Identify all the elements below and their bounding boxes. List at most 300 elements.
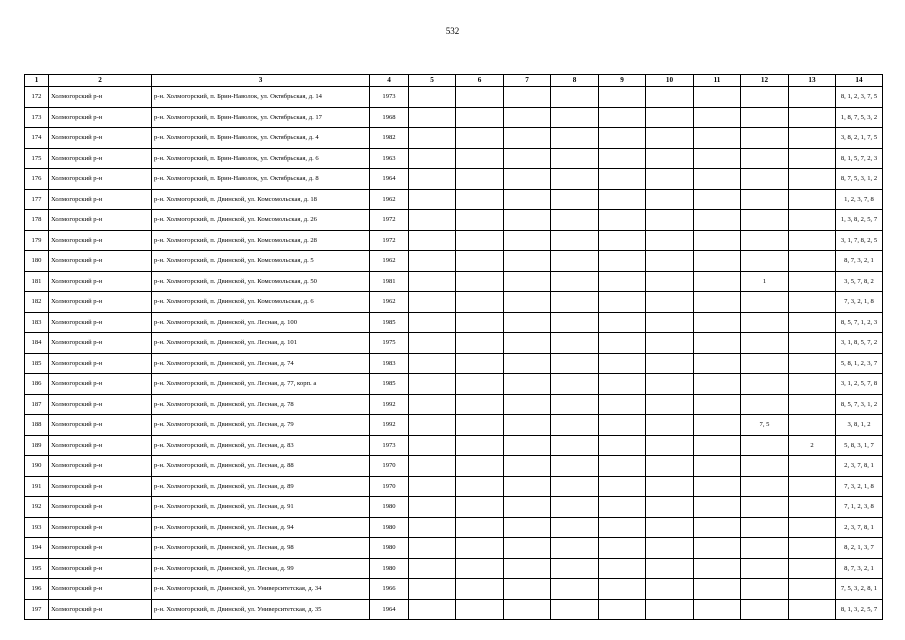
table-cell-col-8 [551, 435, 599, 456]
table-cell-col-5 [409, 394, 456, 415]
table-cell-col-8 [551, 517, 599, 538]
table-cell-col-2: Холмогорский р-н [49, 435, 152, 456]
table-cell-col-12 [741, 210, 789, 231]
page-number: 532 [445, 26, 460, 36]
table-cell-col-10 [646, 148, 694, 169]
table-cell-col-2: Холмогорский р-н [49, 538, 152, 559]
table-cell-col-1: 187 [25, 394, 49, 415]
table-cell-col-8 [551, 456, 599, 477]
table-cell-col-7 [504, 189, 551, 210]
table-cell-col-11 [694, 497, 741, 518]
table-cell-col-9 [599, 148, 646, 169]
table-cell-col-1: 196 [25, 579, 49, 600]
table-cell-col-5 [409, 230, 456, 251]
table-cell-col-14: 8, 1, 3, 2, 5, 7 [836, 599, 883, 620]
table-cell-col-5 [409, 476, 456, 497]
table-cell-col-9 [599, 599, 646, 620]
table-cell-col-2: Холмогорский р-н [49, 374, 152, 395]
table-cell-col-5 [409, 456, 456, 477]
table-cell-col-14: 8, 7, 3, 2, 1 [836, 251, 883, 272]
table-cell-col-13 [789, 538, 836, 559]
table-cell-col-6 [456, 251, 504, 272]
table-cell-col-4: 1975 [370, 333, 409, 354]
table-cell-col-1: 193 [25, 517, 49, 538]
table-cell-col-14: 1, 8, 7, 5, 3, 2 [836, 107, 883, 128]
table-cell-col-7 [504, 558, 551, 579]
table-cell-col-4: 1962 [370, 251, 409, 272]
table-cell-col-12 [741, 128, 789, 149]
table-cell-col-7 [504, 394, 551, 415]
table-cell-col-12 [741, 353, 789, 374]
table-cell-col-7 [504, 169, 551, 190]
table-cell-col-11 [694, 271, 741, 292]
table-cell-col-8 [551, 312, 599, 333]
table-cell-col-13 [789, 107, 836, 128]
table-cell-col-7 [504, 476, 551, 497]
table-cell-col-2: Холмогорский р-н [49, 148, 152, 169]
table-cell-col-5 [409, 517, 456, 538]
table-cell-col-7 [504, 107, 551, 128]
table-cell-col-12 [741, 394, 789, 415]
table-cell-col-13 [789, 169, 836, 190]
table-cell-col-9 [599, 353, 646, 374]
table-cell-col-10 [646, 353, 694, 374]
table-cell-col-1: 172 [25, 87, 49, 108]
table-cell-col-9 [599, 189, 646, 210]
table-cell-col-6 [456, 333, 504, 354]
table-cell-col-11 [694, 435, 741, 456]
table-row [25, 87, 883, 108]
table-cell-col-14: 8, 5, 7, 1, 2, 3 [836, 312, 883, 333]
table-cell-col-7 [504, 599, 551, 620]
table-cell-col-8 [551, 558, 599, 579]
table-cell-col-7 [504, 148, 551, 169]
table-cell-col-5 [409, 87, 456, 108]
table-cell-col-1: 178 [25, 210, 49, 231]
table-cell-col-6 [456, 210, 504, 231]
table-row [25, 558, 883, 579]
table-cell-col-7 [504, 210, 551, 231]
table-cell-col-4: 1964 [370, 599, 409, 620]
table-cell-col-13 [789, 148, 836, 169]
table-cell-col-6 [456, 271, 504, 292]
table-cell-col-1: 194 [25, 538, 49, 559]
table-cell-col-6 [456, 230, 504, 251]
table-cell-col-14: 7, 1, 2, 3, 8 [836, 497, 883, 518]
table-cell-col-5 [409, 435, 456, 456]
table-cell-col-4: 1980 [370, 558, 409, 579]
table-cell-col-6 [456, 476, 504, 497]
table-row [25, 435, 883, 456]
table-cell-col-10 [646, 312, 694, 333]
table-row [25, 353, 883, 374]
table-cell-col-11 [694, 599, 741, 620]
table-cell-col-11 [694, 230, 741, 251]
table-cell-col-1: 191 [25, 476, 49, 497]
table-cell-col-1: 173 [25, 107, 49, 128]
table-cell-col-12 [741, 517, 789, 538]
table-cell-col-13 [789, 271, 836, 292]
column-header-4: 4 [370, 75, 409, 87]
table-cell-col-12 [741, 497, 789, 518]
table-row [25, 128, 883, 149]
table-cell-col-4: 1980 [370, 497, 409, 518]
table-cell-col-10 [646, 599, 694, 620]
table-cell-col-2: Холмогорский р-н [49, 456, 152, 477]
column-header-9: 9 [599, 75, 646, 87]
table-cell-col-14: 8, 7, 3, 2, 1 [836, 558, 883, 579]
table-row [25, 333, 883, 354]
table-cell-col-2: Холмогорский р-н [49, 87, 152, 108]
table-cell-col-8 [551, 128, 599, 149]
table-cell-col-3: р-н. Холмогорский, п. Двинской, ул. Лесная, д. 88 [152, 456, 370, 477]
table-cell-col-1: 188 [25, 415, 49, 436]
table-cell-col-2: Холмогорский р-н [49, 394, 152, 415]
table-cell-col-6 [456, 456, 504, 477]
table-cell-col-9 [599, 210, 646, 231]
table-cell-col-14: 8, 1, 5, 7, 2, 3 [836, 148, 883, 169]
table-cell-col-8 [551, 538, 599, 559]
table-cell-col-8 [551, 374, 599, 395]
header-row [25, 75, 883, 87]
table-cell-col-6 [456, 189, 504, 210]
table-cell-col-5 [409, 558, 456, 579]
table-cell-col-10 [646, 128, 694, 149]
table-cell-col-12 [741, 169, 789, 190]
table-cell-col-10 [646, 579, 694, 600]
table-cell-col-3: р-н. Холмогорский, п. Двинской, ул. Лесная, д. 91 [152, 497, 370, 518]
table-cell-col-3: р-н. Холмогорский, п. Двинской, ул. Лесная, д. 74 [152, 353, 370, 374]
table-cell-col-11 [694, 292, 741, 313]
table-cell-col-11 [694, 312, 741, 333]
table-cell-col-4: 1992 [370, 415, 409, 436]
table-cell-col-9 [599, 312, 646, 333]
table-cell-col-6 [456, 353, 504, 374]
table-cell-col-8 [551, 292, 599, 313]
table-row [25, 312, 883, 333]
table-cell-col-11 [694, 538, 741, 559]
table-cell-col-6 [456, 538, 504, 559]
table-cell-col-1: 177 [25, 189, 49, 210]
table-cell-col-5 [409, 312, 456, 333]
table-cell-col-4: 1962 [370, 292, 409, 313]
table-cell-col-5 [409, 599, 456, 620]
table-cell-col-5 [409, 251, 456, 272]
table-cell-col-4: 1973 [370, 87, 409, 108]
table-cell-col-1: 179 [25, 230, 49, 251]
table-cell-col-10 [646, 251, 694, 272]
table-cell-col-11 [694, 210, 741, 231]
table-cell-col-4: 1980 [370, 538, 409, 559]
table-cell-col-6 [456, 394, 504, 415]
column-header-11: 11 [694, 75, 741, 87]
column-header-14: 14 [836, 75, 883, 87]
column-header-2: 2 [49, 75, 152, 87]
table-cell-col-2: Холмогорский р-н [49, 251, 152, 272]
table-cell-col-1: 185 [25, 353, 49, 374]
table-cell-col-4: 1983 [370, 353, 409, 374]
column-header-12: 12 [741, 75, 789, 87]
table-cell-col-11 [694, 353, 741, 374]
table-cell-col-1: 174 [25, 128, 49, 149]
table-cell-col-3: р-н. Холмогорский, п. Двинской, ул. Университетская, д. 35 [152, 599, 370, 620]
table-cell-col-7 [504, 333, 551, 354]
table-cell-col-5 [409, 333, 456, 354]
table-cell-col-3: р-н. Холмогорский, п. Двинской, ул. Комсомольская, д. 28 [152, 230, 370, 251]
table-cell-col-12 [741, 251, 789, 272]
table-cell-col-10 [646, 107, 694, 128]
table-row [25, 271, 883, 292]
table-row [25, 107, 883, 128]
table-cell-col-3: р-н. Холмогорский, п. Брин-Наволок, ул. Октябрьская, д. 8 [152, 169, 370, 190]
table-cell-col-11 [694, 128, 741, 149]
table-cell-col-6 [456, 148, 504, 169]
table-cell-col-3: р-н. Холмогорский, п. Двинской, ул. Лесная, д. 83 [152, 435, 370, 456]
table-cell-col-10 [646, 189, 694, 210]
table-cell-col-11 [694, 456, 741, 477]
table-cell-col-11 [694, 394, 741, 415]
column-header-5: 5 [409, 75, 456, 87]
table-cell-col-9 [599, 435, 646, 456]
table-cell-col-2: Холмогорский р-н [49, 476, 152, 497]
table-cell-col-9 [599, 476, 646, 497]
table-cell-col-6 [456, 579, 504, 600]
table-cell-col-14: 3, 8, 2, 1, 7, 5 [836, 128, 883, 149]
table-cell-col-14: 8, 7, 5, 3, 1, 2 [836, 169, 883, 190]
table-cell-col-7 [504, 230, 551, 251]
table-cell-col-10 [646, 292, 694, 313]
table-cell-col-4: 1985 [370, 312, 409, 333]
table-cell-col-1: 176 [25, 169, 49, 190]
table-cell-col-12 [741, 333, 789, 354]
table-cell-col-13 [789, 189, 836, 210]
table-cell-col-9 [599, 497, 646, 518]
table-cell-col-14: 8, 1, 2, 3, 7, 5 [836, 87, 883, 108]
table-cell-col-7 [504, 271, 551, 292]
table-cell-col-14: 7, 3, 2, 1, 8 [836, 292, 883, 313]
table-cell-col-12 [741, 476, 789, 497]
table-cell-col-1: 195 [25, 558, 49, 579]
table-cell-col-10 [646, 476, 694, 497]
table-cell-col-10 [646, 435, 694, 456]
table-cell-col-3: р-н. Холмогорский, п. Двинской, ул. Лесная, д. 78 [152, 394, 370, 415]
table-cell-col-10 [646, 394, 694, 415]
table-cell-col-4: 1972 [370, 230, 409, 251]
table-row [25, 374, 883, 395]
table-cell-col-13 [789, 374, 836, 395]
table-row [25, 476, 883, 497]
table-cell-col-3: р-н. Холмогорский, п. Двинской, ул. Лесная, д. 89 [152, 476, 370, 497]
table-cell-col-13 [789, 230, 836, 251]
table-cell-col-2: Холмогорский р-н [49, 497, 152, 518]
table-cell-col-6 [456, 107, 504, 128]
table-cell-col-13 [789, 312, 836, 333]
column-header-1: 1 [25, 75, 49, 87]
table-cell-col-9 [599, 271, 646, 292]
table-cell-col-12 [741, 312, 789, 333]
table-row [25, 230, 883, 251]
table-row [25, 169, 883, 190]
table-cell-col-14: 3, 1, 8, 5, 7, 2 [836, 333, 883, 354]
table-cell-col-7 [504, 517, 551, 538]
table-row [25, 189, 883, 210]
table-cell-col-11 [694, 476, 741, 497]
table-cell-col-5 [409, 374, 456, 395]
table-cell-col-1: 197 [25, 599, 49, 620]
table-cell-col-13 [789, 87, 836, 108]
table-cell-col-7 [504, 435, 551, 456]
table-cell-col-2: Холмогорский р-н [49, 333, 152, 354]
table-cell-col-1: 184 [25, 333, 49, 354]
table-cell-col-12 [741, 107, 789, 128]
table-cell-col-3: р-н. Холмогорский, п. Брин-Наволок, ул. Октябрьская, д. 14 [152, 87, 370, 108]
table-cell-col-4: 1962 [370, 189, 409, 210]
table-cell-col-5 [409, 579, 456, 600]
table-cell-col-12 [741, 456, 789, 477]
table-body [25, 87, 883, 620]
table-row [25, 517, 883, 538]
table-cell-col-8 [551, 169, 599, 190]
table-cell-col-14: 8, 2, 1, 3, 7 [836, 538, 883, 559]
table-cell-col-4: 1970 [370, 476, 409, 497]
table-cell-col-9 [599, 374, 646, 395]
table-cell-col-11 [694, 333, 741, 354]
table-row [25, 148, 883, 169]
table-cell-col-11 [694, 579, 741, 600]
table-cell-col-9 [599, 558, 646, 579]
table-cell-col-5 [409, 169, 456, 190]
table-cell-col-6 [456, 558, 504, 579]
table-cell-col-2: Холмогорский р-н [49, 271, 152, 292]
table-cell-col-13 [789, 456, 836, 477]
table-cell-col-8 [551, 394, 599, 415]
table-cell-col-6 [456, 497, 504, 518]
table-cell-col-3: р-н. Холмогорский, п. Брин-Наволок, ул. Октябрьская, д. 4 [152, 128, 370, 149]
table-cell-col-2: Холмогорский р-н [49, 210, 152, 231]
table-cell-col-13 [789, 251, 836, 272]
table-cell-col-9 [599, 333, 646, 354]
table-cell-col-13 [789, 497, 836, 518]
table-cell-col-14: 1, 2, 3, 7, 8 [836, 189, 883, 210]
table-cell-col-8 [551, 251, 599, 272]
column-header-6: 6 [456, 75, 504, 87]
table-cell-col-14: 2, 3, 7, 8, 1 [836, 517, 883, 538]
table-cell-col-2: Холмогорский р-н [49, 517, 152, 538]
table-cell-col-1: 175 [25, 148, 49, 169]
column-header-8: 8 [551, 75, 599, 87]
table-cell-col-9 [599, 128, 646, 149]
table-cell-col-4: 1992 [370, 394, 409, 415]
table-cell-col-9 [599, 87, 646, 108]
table-cell-col-3: р-н. Холмогорский, п. Двинской, ул. Лесная, д. 100 [152, 312, 370, 333]
table-cell-col-11 [694, 189, 741, 210]
table-cell-col-6 [456, 415, 504, 436]
table-cell-col-5 [409, 538, 456, 559]
column-header-7: 7 [504, 75, 551, 87]
table-cell-col-7 [504, 456, 551, 477]
table-cell-col-12 [741, 435, 789, 456]
register-table [24, 74, 883, 620]
table-cell-col-7 [504, 579, 551, 600]
table-cell-col-8 [551, 415, 599, 436]
table-cell-col-6 [456, 292, 504, 313]
table-row [25, 251, 883, 272]
table-cell-col-13 [789, 292, 836, 313]
table-cell-col-8 [551, 333, 599, 354]
table-cell-col-5 [409, 148, 456, 169]
table-cell-col-5 [409, 292, 456, 313]
table-cell-col-11 [694, 251, 741, 272]
table-cell-col-3: р-н. Холмогорский, п. Двинской, ул. Лесная, д. 79 [152, 415, 370, 436]
table-row [25, 292, 883, 313]
table-row [25, 579, 883, 600]
table-cell-col-12 [741, 87, 789, 108]
table-cell-col-10 [646, 210, 694, 231]
table-cell-col-1: 189 [25, 435, 49, 456]
table-cell-col-4: 1972 [370, 210, 409, 231]
table-cell-col-9 [599, 107, 646, 128]
table-cell-col-12 [741, 558, 789, 579]
table-cell-col-2: Холмогорский р-н [49, 169, 152, 190]
table-cell-col-13 [789, 599, 836, 620]
table-cell-col-3: р-н. Холмогорский, п. Двинской, ул. Комсомольская, д. 6 [152, 292, 370, 313]
table-cell-col-4: 1973 [370, 435, 409, 456]
table-cell-col-6 [456, 128, 504, 149]
table-cell-col-10 [646, 169, 694, 190]
table-cell-col-4: 1970 [370, 456, 409, 477]
table-cell-col-6 [456, 374, 504, 395]
table-cell-col-2: Холмогорский р-н [49, 107, 152, 128]
table-cell-col-10 [646, 538, 694, 559]
table-cell-col-1: 180 [25, 251, 49, 272]
table-cell-col-4: 1980 [370, 517, 409, 538]
table-cell-col-7 [504, 251, 551, 272]
table-cell-col-2: Холмогорский р-н [49, 128, 152, 149]
table-cell-col-5 [409, 353, 456, 374]
table-cell-col-10 [646, 87, 694, 108]
table-cell-col-3: р-н. Холмогорский, п. Двинской, ул. Комсомольская, д. 26 [152, 210, 370, 231]
table-cell-col-5 [409, 210, 456, 231]
table-cell-col-2: Холмогорский р-н [49, 579, 152, 600]
table-cell-col-8 [551, 107, 599, 128]
table-cell-col-6 [456, 169, 504, 190]
table-cell-col-3: р-н. Холмогорский, п. Брин-Наволок, ул. Октябрьская, д. 17 [152, 107, 370, 128]
table-cell-col-9 [599, 538, 646, 559]
table-cell-col-12 [741, 579, 789, 600]
table-cell-col-14: 1, 3, 8, 2, 5, 7 [836, 210, 883, 231]
table-cell-col-8 [551, 599, 599, 620]
table-cell-col-3: р-н. Холмогорский, п. Двинской, ул. Лесная, д. 99 [152, 558, 370, 579]
table-cell-col-8 [551, 353, 599, 374]
table-cell-col-7 [504, 538, 551, 559]
table-cell-col-2: Холмогорский р-н [49, 312, 152, 333]
table-cell-col-10 [646, 374, 694, 395]
table-cell-col-3: р-н. Холмогорский, п. Двинской, ул. Лесная, д. 101 [152, 333, 370, 354]
table-cell-col-13 [789, 394, 836, 415]
table-cell-col-9 [599, 517, 646, 538]
table-cell-col-7 [504, 87, 551, 108]
table-cell-col-1: 183 [25, 312, 49, 333]
table-cell-col-7 [504, 415, 551, 436]
table-cell-col-2: Холмогорский р-н [49, 415, 152, 436]
table-cell-col-13 [789, 415, 836, 436]
table-cell-col-14: 3, 1, 7, 8, 2, 5 [836, 230, 883, 251]
table-cell-col-3: р-н. Холмогорский, п. Двинской, ул. Лесная, д. 77, корп. а [152, 374, 370, 395]
table-cell-col-5 [409, 415, 456, 436]
table-cell-col-4: 1982 [370, 128, 409, 149]
table-cell-col-13 [789, 210, 836, 231]
table-cell-col-11 [694, 558, 741, 579]
